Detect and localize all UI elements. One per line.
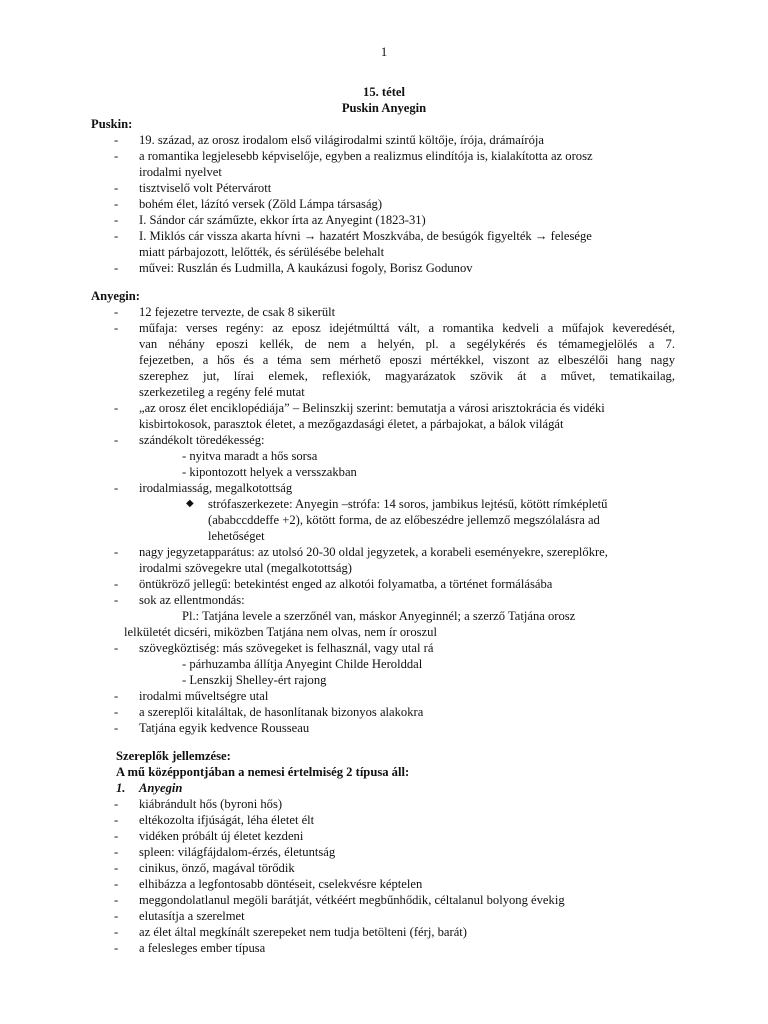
- list-item-text: vidéken próbált új életet kezdeni: [139, 829, 304, 843]
- sub-item: Pl.: Tatjána levele a szerzőnél van, máskor Anyeginnél; a szerző Tatjána orosz: [182, 609, 576, 623]
- list-item-text: cinikus, önző, magával törődik: [139, 861, 295, 875]
- sub-item: lelkületét dicséri, miközben Tatjána nem olvas, nem ír oroszul: [124, 625, 437, 639]
- sub-item: strófaszerkezete: Anyegin –strófa: 14 soros, jambikus lejtésű, kötött rímképletű: [208, 497, 608, 511]
- list-item-text: miatt párbajozott, lelőtték, és sérülésébe belehalt: [139, 245, 385, 259]
- anyegin-heading: Anyegin:: [91, 289, 140, 303]
- list-item-text: I. Sándor cár száműzte, ekkor írta az Anyegint (1823-31): [139, 213, 426, 227]
- list-item-text: Tatjána egyik kedvence Rousseau: [139, 721, 310, 735]
- sub-item: - párhuzamba állítja Anyegint Childe Herolddal: [182, 657, 423, 671]
- list-item-text: sok az ellentmondás:: [139, 593, 245, 607]
- sub-item: - Lenszkij Shelley-ért rajong: [182, 673, 327, 687]
- list-item-text: nagy jegyzetapparátus: az utolsó 20-30 oldal jegyzetek, a korabeli eseményekre, szereplőkre,: [139, 545, 608, 559]
- list-item-text: az élet által megkínált szerepeket nem tudja betölteni (férj, barát): [139, 925, 467, 939]
- list-item-text: eltékozolta ifjúságát, léha életet élt: [139, 813, 315, 827]
- sub-item: - nyitva maradt a hős sorsa: [182, 449, 318, 463]
- list-item-text: a szereplői kitaláltak, de hasonlítanak bizonyos alakokra: [139, 705, 424, 719]
- list-item-text: művei: Ruszlán és Ludmilla, A kaukázusi fogoly, Borisz Godunov: [139, 261, 473, 275]
- character-number: 1.: [116, 781, 126, 795]
- list-item-text: 19. század, az orosz irodalom első világirodalmi szintű költője, írója, drámaírója: [139, 133, 544, 147]
- sub-item: - kipontozott helyek a versszakban: [182, 465, 357, 479]
- list-item-text: szövegköztiség: más szövegeket is felhasznál, vagy utal rá: [139, 641, 434, 655]
- list-item-text: irodalmiasság, megalkotottság: [139, 481, 293, 495]
- list-item-text: van néhány eposzi kellék, de nem a helyén, pl. a segélykérés és témamegjelölés a 7.: [139, 337, 675, 351]
- list-item-text: szándékolt töredékesség:: [139, 433, 265, 447]
- page-number: 1: [380, 45, 388, 59]
- list-item-text: szerephez jut, lírai elemek, reflexiók, magyarázatok szövik át a művet, tematikailag,: [139, 369, 675, 383]
- character-name: Anyegin: [139, 781, 183, 795]
- diamond-bullet-icon: ◆: [186, 498, 194, 509]
- list-item-text: fejezetben, a hős és a téma sem mérhető eposzi mértékkel, viszont az elbeszélői hang nagy: [139, 353, 675, 367]
- list-item-text: a felesleges ember típusa: [139, 941, 266, 955]
- list-item-text: tisztviselő volt Pétervárott: [139, 181, 272, 195]
- list-item-text: „az orosz élet enciklopédiája” – Belinszkij szerint: bemutatja a városi arisztokrácia és vidéki: [139, 401, 605, 415]
- sub-item: lehetőséget: [208, 529, 265, 543]
- list-item-text: elhibázza a legfontosabb döntéseit, cselekvésre képtelen: [139, 877, 423, 891]
- list-item-text: elutasítja a szerelmet: [139, 909, 245, 923]
- list-item-text: a romantika legjelesebb képviselője, egyben a realizmus elindítója is, kialakította az orosz: [139, 149, 593, 163]
- list-item-text: spleen: világfájdalom-érzés, életuntság: [139, 845, 336, 859]
- list-item-text: irodalmi nyelvet: [139, 165, 222, 179]
- characters-subheading: A mű középpontjában a nemesi értelmiség 2 típusa áll:: [116, 765, 410, 779]
- puskin-heading: Puskin:: [91, 117, 133, 131]
- list-item-text: bohém élet, lázító versek (Zöld Lámpa társaság): [139, 197, 383, 211]
- list-item-text: I. Miklós cár vissza akarta hívni → hazatért Moszkvába, de besúgók figyelték → felesége: [139, 229, 592, 243]
- sub-item: (ababccddeffe +2), kötött forma, de az előbeszédre jellemző megszólalásra ad: [208, 513, 600, 527]
- list-item-text: szerkezetileg a regény felé mutat: [139, 385, 305, 399]
- list-item-text: irodalmi szövegekre utal (megalkotottság): [139, 561, 352, 575]
- list-item-text: kiábrándult hős (byroni hős): [139, 797, 283, 811]
- document-subtitle: Puskin Anyegin: [341, 101, 427, 115]
- list-item-text: irodalmi műveltségre utal: [139, 689, 269, 703]
- list-item-text: öntükröző jellegű: betekintést enged az alkotói folyamatba, a történet formálásába: [139, 577, 553, 591]
- list-item-text: műfaja: verses regény: az eposz idejétmúlttá vált, a romantika kedveli a műfajok keveredését,: [139, 321, 675, 335]
- list-item-text: meggondolatlanul megöli barátját, vétkéért megbűnhődik, céltalanul bolyong évekig: [139, 893, 565, 907]
- document-title: 15. tétel: [363, 85, 405, 99]
- characters-heading: Szereplők jellemzése:: [116, 749, 231, 763]
- list-item-text: kisbirtokosok, parasztok életet, a mezőgazdasági életet, a párbajokat, a bálok világát: [139, 417, 564, 431]
- list-item-text: 12 fejezetre tervezte, de csak 8 sikerült: [139, 305, 336, 319]
